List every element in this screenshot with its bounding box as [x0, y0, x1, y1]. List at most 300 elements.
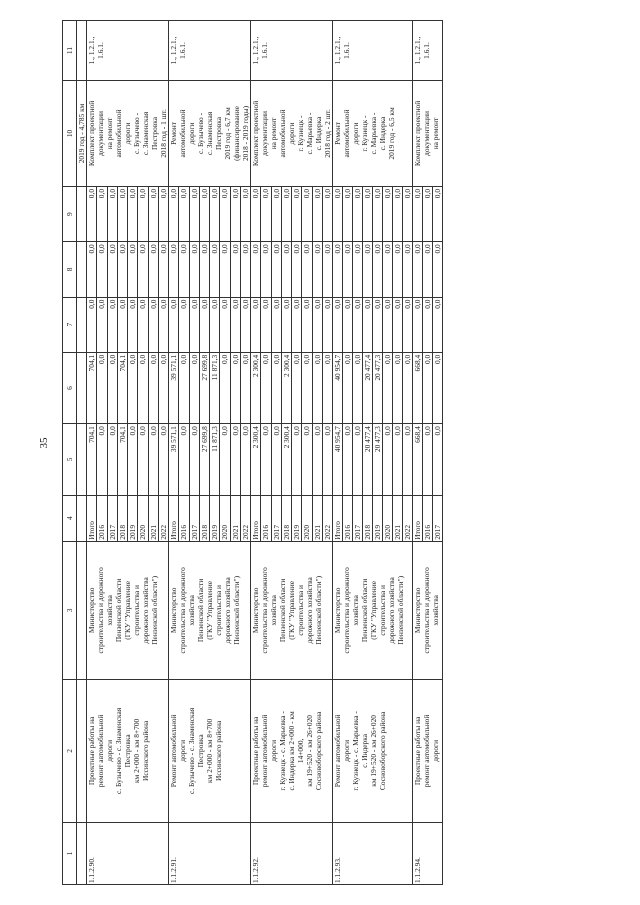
project-name-line: Проектные работы на — [413, 716, 422, 786]
amount-cell: 0,0 — [148, 242, 158, 297]
amount-cell: 0,0 — [403, 242, 413, 297]
row-number-cell — [251, 822, 333, 884]
amount-cell: 0,0 — [271, 297, 281, 352]
result-line: 2018 - 2019 годы) — [241, 105, 250, 162]
project-name-line: ремонт автомобильной — [422, 714, 431, 788]
amount-cell: 0,0 — [281, 297, 291, 352]
amount-cell: 0,0 — [251, 242, 261, 297]
agency-line: строительства и — [296, 585, 305, 636]
reference-line: 1., 1.2.1., — [169, 36, 178, 65]
agency-cell — [251, 541, 333, 679]
amount-cell: 0,0 — [107, 186, 117, 241]
amount-cell: 0,0 — [179, 352, 189, 423]
amount-cell: 0,0 — [189, 242, 199, 297]
reference-line: 1.6.1. — [96, 42, 105, 59]
project-name-line: км 2+000 - км 8+700 — [132, 718, 141, 784]
result-line: (финансирование — [232, 106, 241, 161]
agency-line: Пензенской области") — [396, 575, 405, 645]
amount-cell: 0,0 — [292, 352, 302, 423]
result-line: г. Кузнецк - — [296, 115, 305, 152]
project-name-line: с. Бузычево - с. Знаменская — [114, 707, 123, 794]
agency-line: хозяйства — [105, 595, 114, 626]
amount-cell: 0,0 — [383, 297, 393, 352]
result-line: дороги — [187, 122, 196, 145]
result-cell — [333, 80, 413, 186]
year-cell: 2020 — [302, 495, 312, 541]
header-cell: 2 — [63, 679, 77, 822]
result-line: Пестровка — [150, 116, 159, 150]
amount-cell: 0,0 — [433, 424, 443, 495]
agency-line: Пензенской области — [278, 578, 287, 643]
result-line: г. Кузнецк - — [360, 115, 369, 152]
agency-line: дорожного хозяйства — [141, 577, 150, 644]
amount-cell: 0,0 — [433, 297, 443, 352]
table-cell — [77, 822, 87, 884]
year-cell: 2017 — [107, 495, 117, 541]
agency-cell — [169, 541, 251, 679]
year-cell: 2018 — [199, 495, 209, 541]
amount-cell: 0,0 — [148, 186, 158, 241]
year-cell: 2018 — [363, 495, 373, 541]
project-name-line: с. Бузычево - с. Знаменская — [187, 707, 196, 794]
amount-cell: 0,0 — [240, 242, 250, 297]
amount-cell: 0,0 — [312, 424, 322, 495]
reference-line: 1., 1.2.1., — [333, 36, 342, 65]
amount-cell: 0,0 — [302, 186, 312, 241]
amount-cell: 0,0 — [240, 352, 250, 423]
amount-cell: 0,0 — [251, 186, 261, 241]
result-line: на ремонт — [269, 117, 278, 150]
amount-cell: 0,0 — [261, 424, 271, 495]
result-line: на ремонт — [105, 117, 114, 150]
header-cell: 6 — [63, 352, 77, 423]
agency-line: строительства и дорожного — [342, 567, 351, 654]
amount-cell: 0,0 — [107, 242, 117, 297]
year-cell: 2021 — [148, 495, 158, 541]
row-number: 1.1.2.91. — [169, 857, 178, 883]
agency-line: строительства и дорожного — [178, 567, 187, 654]
agency-line: Пензенской области — [360, 578, 369, 643]
table-cell — [77, 541, 87, 679]
amount-cell: 0,0 — [179, 424, 189, 495]
result-line: Комплект проектной — [87, 100, 96, 167]
result-line: с. Бузычево - — [196, 112, 205, 154]
amount-cell: 0,0 — [393, 424, 403, 495]
amount-cell: 0,0 — [373, 297, 383, 352]
amount-cell: 0,0 — [353, 297, 363, 352]
amount-cell: 0,0 — [220, 297, 230, 352]
amount-cell: 0,0 — [148, 352, 158, 423]
amount-cell: 0,0 — [158, 242, 168, 297]
result-line: 2018 год - 2 шт. — [323, 109, 332, 158]
project-name-cell — [333, 679, 413, 822]
amount-cell: 0,0 — [138, 424, 148, 495]
agency-line: строительства и — [378, 585, 387, 636]
amount-cell: 0,0 — [302, 242, 312, 297]
amount-cell: 0,0 — [210, 242, 220, 297]
table-row — [169, 21, 179, 885]
agency-line: дорожного хозяйства — [223, 577, 232, 644]
result-cell — [251, 80, 333, 186]
row-number: 1.1.2.90. — [87, 857, 96, 883]
amount-cell: 0,0 — [363, 242, 373, 297]
result-line: дороги — [287, 122, 296, 145]
table-cell — [77, 186, 87, 241]
year-cell: 2019 — [128, 495, 138, 541]
amount-cell: 0,0 — [271, 424, 281, 495]
amount-cell: 0,0 — [107, 297, 117, 352]
project-name-line: дороги — [342, 739, 351, 762]
amount-cell: 0,0 — [169, 242, 179, 297]
year-cell: 2020 — [138, 495, 148, 541]
amount-cell: 0,0 — [240, 186, 250, 241]
amount-cell: 0,0 — [383, 242, 393, 297]
agency-line: Пензенской области — [114, 578, 123, 643]
amount-cell: 0,0 — [199, 242, 209, 297]
amount-cell: 0,0 — [189, 186, 199, 241]
result-line: с. Бузычево - — [132, 112, 141, 154]
amount-cell: 40 954,7 — [333, 424, 343, 495]
amount-cell: 704,1 — [117, 352, 127, 423]
amount-cell: 0,0 — [433, 186, 443, 241]
amount-cell: 0,0 — [138, 242, 148, 297]
reference-cell — [333, 21, 413, 81]
project-name-cell — [87, 679, 169, 822]
reference-line: 1.6.1. — [422, 42, 431, 59]
amount-cell: 0,0 — [353, 424, 363, 495]
project-name-line: Проектные работы на — [251, 716, 260, 786]
amount-cell: 0,0 — [128, 424, 138, 495]
agency-line: строительства и дорожного — [96, 567, 105, 654]
reference-line: 1.6.1. — [178, 42, 187, 59]
budget-table — [62, 20, 443, 885]
amount-cell: 0,0 — [423, 242, 433, 297]
project-name-line: Сосновоборского района — [314, 711, 323, 791]
agency-line: дорожного хозяйства — [305, 577, 314, 644]
result-line: автомобильной — [342, 109, 351, 158]
row-number: 1.1.2.93. — [333, 857, 342, 883]
amount-cell: 0,0 — [353, 242, 363, 297]
amount-cell: 0,0 — [199, 297, 209, 352]
amount-cell: 0,0 — [343, 242, 353, 297]
table-cell — [77, 242, 87, 297]
result-cell — [413, 80, 443, 186]
amount-cell: 0,0 — [322, 186, 332, 241]
amount-cell: 0,0 — [261, 297, 271, 352]
project-name-line: км 19+520 - км 26+020 — [305, 715, 314, 787]
agency-line: хозяйства — [431, 595, 440, 626]
result-line: автомобильной — [278, 109, 287, 158]
year-cell: 2022 — [240, 495, 250, 541]
year-cell: 2020 — [383, 495, 393, 541]
amount-cell: 0,0 — [189, 297, 199, 352]
agency-line: (ГКУ "Управление — [369, 581, 378, 640]
header-cell: 5 — [63, 424, 77, 495]
amount-cell: 0,0 — [189, 424, 199, 495]
continuation-row — [77, 21, 87, 885]
amount-cell: 0,0 — [179, 297, 189, 352]
amount-cell: 0,0 — [413, 242, 423, 297]
agency-line: Пензенской области") — [314, 575, 323, 645]
agency-line: строительства и — [214, 585, 223, 636]
agency-line: строительства и дорожного — [260, 567, 269, 654]
agency-line: Министерство — [169, 587, 178, 634]
project-name-line: Сосновоборского района — [378, 711, 387, 791]
row-number-cell — [87, 822, 169, 884]
agency-line: Пензенской области — [196, 578, 205, 643]
amount-cell: 0,0 — [393, 242, 403, 297]
amount-cell: 0,0 — [302, 352, 312, 423]
agency-line: (ГКУ "Управление — [287, 581, 296, 640]
amount-cell: 0,0 — [97, 352, 107, 423]
amount-cell: 0,0 — [373, 186, 383, 241]
amount-cell: 20 477,3 — [373, 424, 383, 495]
amount-cell: 0,0 — [138, 297, 148, 352]
result-line: на ремонт — [431, 117, 440, 150]
header-cell: 1 — [63, 822, 77, 884]
amount-cell: 0,0 — [210, 186, 220, 241]
amount-cell: 0,0 — [128, 352, 138, 423]
project-name-line: Иссинского района — [214, 720, 223, 782]
amount-cell: 0,0 — [199, 186, 209, 241]
year-cell: 2016 — [179, 495, 189, 541]
amount-cell: 27 699,8 — [199, 424, 209, 495]
amount-cell: 0,0 — [230, 297, 240, 352]
header-cell: 11 — [63, 21, 77, 81]
project-name-line: Ремонт автомобильной — [169, 714, 178, 788]
year-cell: 2022 — [158, 495, 168, 541]
agency-line: хозяйства — [187, 595, 196, 626]
amount-cell: 11 871,3 — [210, 352, 220, 423]
amount-cell: 0,0 — [128, 297, 138, 352]
result-line: 2019 год - 4,785 км — [77, 103, 86, 164]
year-cell: 2018 — [281, 495, 291, 541]
project-name-line: Пестровка — [123, 734, 132, 768]
year-cell: Итого — [413, 495, 423, 541]
amount-cell: 0,0 — [281, 186, 291, 241]
amount-cell: 0,0 — [302, 297, 312, 352]
row-number: 1.1.2.92. — [251, 857, 260, 883]
amount-cell: 704,1 — [117, 424, 127, 495]
reference-cell — [251, 21, 333, 81]
amount-cell: 0,0 — [333, 242, 343, 297]
amount-cell: 0,0 — [393, 297, 403, 352]
agency-line: Министерство — [333, 587, 342, 634]
amount-cell: 0,0 — [343, 186, 353, 241]
reference-cell — [413, 21, 443, 81]
header-cell: 9 — [63, 186, 77, 241]
result-line: с. Марьевка - — [305, 112, 314, 155]
agency-line: Министерство — [413, 587, 422, 634]
reference-line: 1.6.1. — [260, 42, 269, 59]
amount-cell: 0,0 — [230, 242, 240, 297]
project-name-line: км 2+000 - км 8+700 — [205, 718, 214, 784]
table-cell — [77, 352, 87, 423]
table-cell — [77, 495, 87, 541]
amount-cell: 0,0 — [271, 242, 281, 297]
row-number-cell — [413, 822, 443, 884]
amount-cell: 2 300,4 — [281, 352, 291, 423]
year-cell: Итого — [87, 495, 97, 541]
year-cell: 2018 — [117, 495, 127, 541]
amount-cell: 20 477,4 — [363, 352, 373, 423]
project-name-line: дороги — [431, 739, 440, 762]
rotated-table-wrapper — [62, 20, 610, 885]
project-name-line: дороги — [178, 739, 187, 762]
year-cell: 2019 — [210, 495, 220, 541]
result-line: документации — [96, 111, 105, 156]
amount-cell: 0,0 — [117, 242, 127, 297]
agency-cell — [333, 541, 413, 679]
row-number-cell — [333, 822, 413, 884]
result-line: 2019 год - 6,7 км — [223, 107, 232, 160]
amount-cell: 0,0 — [220, 424, 230, 495]
project-name-line: Пестровка — [196, 734, 205, 768]
amount-cell: 0,0 — [97, 242, 107, 297]
year-cell: Итого — [333, 495, 343, 541]
header-cell: 10 — [63, 80, 77, 186]
amount-cell: 0,0 — [403, 424, 413, 495]
amount-cell: 0,0 — [383, 424, 393, 495]
amount-cell: 0,0 — [292, 186, 302, 241]
result-line: автомобильной — [178, 109, 187, 158]
amount-cell: 0,0 — [312, 297, 322, 352]
amount-cell: 0,0 — [393, 186, 403, 241]
year-cell: Итого — [251, 495, 261, 541]
project-name-line: Иссинского района — [141, 720, 150, 782]
amount-cell: 0,0 — [343, 297, 353, 352]
amount-cell: 0,0 — [169, 186, 179, 241]
table-row — [87, 21, 97, 885]
agency-line: дорожного хозяйства — [387, 577, 396, 644]
header-cell: 4 — [63, 495, 77, 541]
amount-cell: 0,0 — [271, 186, 281, 241]
amount-cell: 0,0 — [87, 297, 97, 352]
row-number-cell — [169, 822, 251, 884]
project-name-line: км 19+520 - км 26+020 — [369, 715, 378, 787]
amount-cell: 0,0 — [343, 424, 353, 495]
year-cell: 2022 — [322, 495, 332, 541]
amount-cell: 0,0 — [363, 297, 373, 352]
amount-cell: 0,0 — [128, 186, 138, 241]
project-name-line: Проектные работы на — [87, 716, 96, 786]
reference-line: 1., 1.2.1., — [413, 36, 422, 65]
amount-cell: 0,0 — [271, 352, 281, 423]
amount-cell: 0,0 — [333, 297, 343, 352]
project-name-line: ремонт автомобильной — [96, 714, 105, 788]
amount-cell: 0,0 — [87, 242, 97, 297]
table-cell — [77, 679, 87, 822]
amount-cell: 704,1 — [87, 424, 97, 495]
amount-cell: 0,0 — [383, 186, 393, 241]
year-cell: 2021 — [230, 495, 240, 541]
amount-cell: 0,0 — [138, 186, 148, 241]
year-cell: 2022 — [403, 495, 413, 541]
project-name-line: дороги — [105, 739, 114, 762]
amount-cell: 0,0 — [292, 424, 302, 495]
amount-cell: 0,0 — [322, 352, 332, 423]
agency-cell — [87, 541, 169, 679]
year-cell: 2019 — [292, 495, 302, 541]
amount-cell: 0,0 — [312, 242, 322, 297]
year-cell: 2017 — [189, 495, 199, 541]
result-line: Ремонт — [333, 122, 342, 145]
project-name-line: Ремонт автомобильной — [333, 714, 342, 788]
result-line: Ремонт — [169, 122, 178, 145]
agency-line: (ГКУ "Управление — [205, 581, 214, 640]
amount-cell: 0,0 — [373, 242, 383, 297]
amount-cell: 0,0 — [148, 424, 158, 495]
amount-cell: 0,0 — [322, 297, 332, 352]
amount-cell: 0,0 — [220, 186, 230, 241]
amount-cell: 0,0 — [179, 242, 189, 297]
amount-cell: 39 571,1 — [169, 352, 179, 423]
amount-cell: 0,0 — [403, 297, 413, 352]
amount-cell: 20 477,4 — [363, 424, 373, 495]
year-cell: 2017 — [433, 495, 443, 541]
amount-cell: 27 699,8 — [199, 352, 209, 423]
amount-cell: 0,0 — [363, 186, 373, 241]
result-line: Пестровка — [214, 116, 223, 150]
result-line: с. Знаменская — [141, 111, 150, 156]
result-line: с. Марьевка - — [369, 112, 378, 155]
year-cell: 2020 — [220, 495, 230, 541]
result-line: 2019 год - 6,5 км — [387, 107, 396, 160]
amount-cell: 0,0 — [230, 186, 240, 241]
result-line: с. Знаменская — [205, 111, 214, 156]
table-row — [333, 21, 343, 885]
amount-cell: 0,0 — [413, 186, 423, 241]
amount-cell: 0,0 — [179, 186, 189, 241]
amount-cell: 0,0 — [189, 352, 199, 423]
agency-line: строительства и дорожного — [422, 567, 431, 654]
amount-cell: 0,0 — [322, 424, 332, 495]
amount-cell: 0,0 — [117, 186, 127, 241]
amount-cell: 668,4 — [413, 352, 423, 423]
result-line: дороги — [351, 122, 360, 145]
amount-cell: 0,0 — [158, 297, 168, 352]
amount-cell: 0,0 — [230, 424, 240, 495]
amount-cell: 0,0 — [230, 352, 240, 423]
reference-line: 1.6.1. — [342, 42, 351, 59]
year-cell: Итого — [169, 495, 179, 541]
row-number: 1.1.2.94. — [413, 857, 422, 883]
amount-cell: 0,0 — [158, 186, 168, 241]
agency-line: Министерство — [251, 587, 260, 634]
table-cell — [77, 21, 87, 81]
result-line: дороги — [123, 122, 132, 145]
amount-cell: 2 300,4 — [251, 424, 261, 495]
project-name-line: ремонт автомобильной — [260, 714, 269, 788]
table-row — [251, 21, 261, 885]
amount-cell: 0,0 — [403, 186, 413, 241]
header-cell: 3 — [63, 541, 77, 679]
year-cell: 2016 — [261, 495, 271, 541]
header-cell: 7 — [63, 297, 77, 352]
result-line: Комплект проектной — [251, 100, 260, 167]
result-cell — [77, 80, 87, 186]
reference-line: 1., 1.2.1., — [87, 36, 96, 65]
amount-cell: 2 300,4 — [281, 424, 291, 495]
year-cell: 2021 — [393, 495, 403, 541]
amount-cell: 0,0 — [322, 242, 332, 297]
project-name-line: с. Индерка км 2+000 - км — [287, 711, 296, 791]
amount-cell: 0,0 — [210, 297, 220, 352]
amount-cell: 0,0 — [343, 352, 353, 423]
amount-cell: 0,0 — [353, 186, 363, 241]
year-cell: 2016 — [97, 495, 107, 541]
amount-cell: 0,0 — [107, 352, 117, 423]
